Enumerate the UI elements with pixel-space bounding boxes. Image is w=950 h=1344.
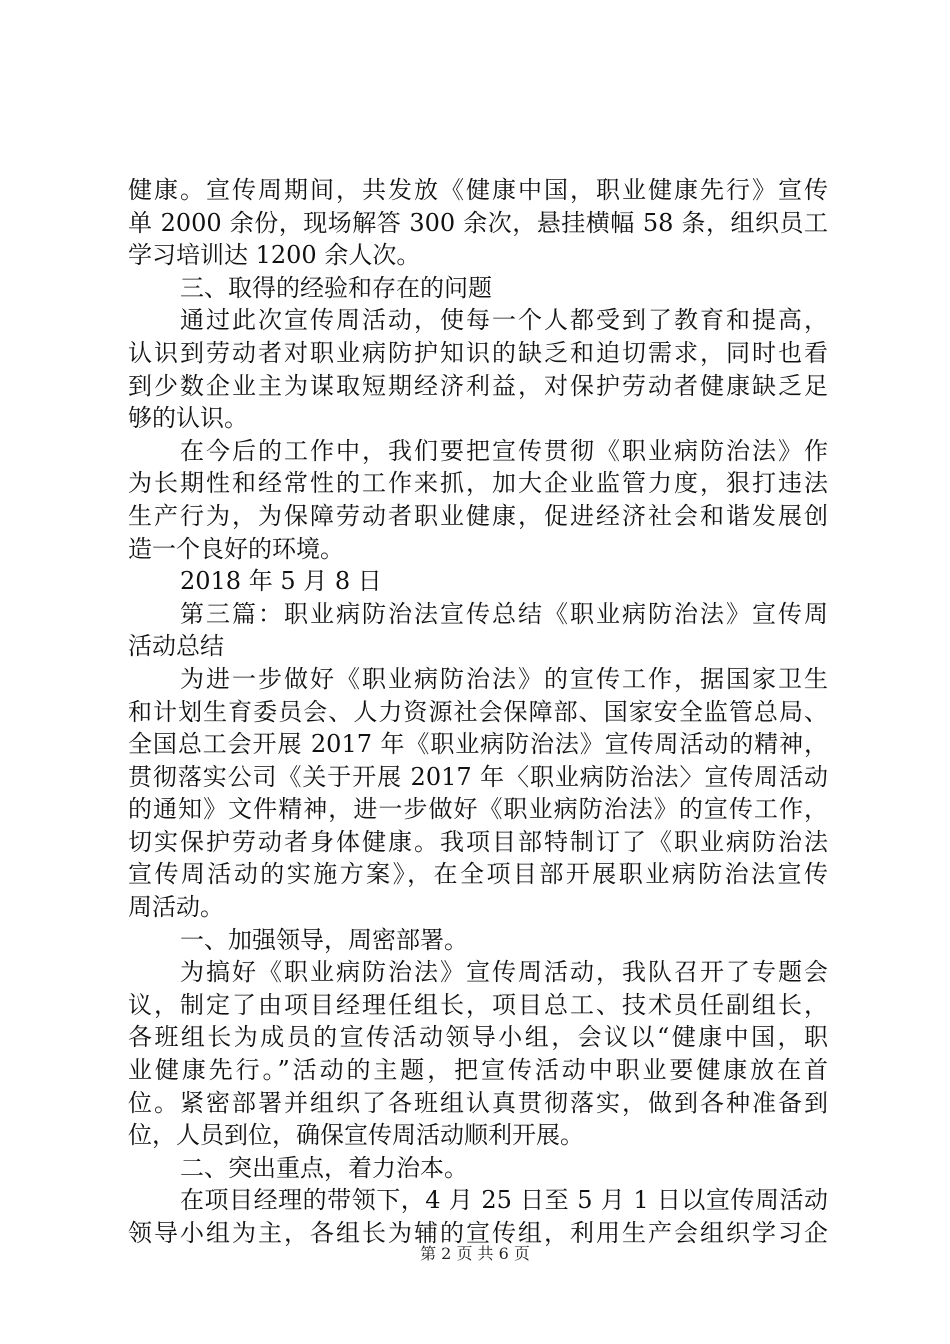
text-line: 二、突出重点，着力治本。	[180, 1153, 468, 1182]
text-line: 位，人员到位，确保宣传周活动顺利开展。	[128, 1121, 584, 1150]
text-line: 为搞好《职业病防治法》宣传周活动，我队召开了专题会	[180, 958, 828, 987]
text-line: 造一个良好的环境。	[128, 534, 344, 563]
text-line: 位。紧密部署并组织了各班组认真贯彻落实，做到各种准备到	[128, 1088, 828, 1117]
text-line: 认识到劳动者对职业病防护知识的缺乏和迫切需求，同时也看	[128, 338, 828, 367]
text-line: 业健康先行。”活动的主题，把宣传活动中职业要健康放在首	[128, 1056, 828, 1085]
text-line: 活动总结	[128, 632, 224, 661]
text-line: 2018 年 5 月 8 日	[180, 567, 382, 596]
text-line: 贯彻落实公司《关于开展 2017 年〈职业病防治法〉宣传周活动	[128, 762, 828, 791]
text-line: 切实保护劳动者身体健康。我项目部特制订了《职业病防治法	[128, 827, 828, 856]
text-line: 健康。宣传周期间，共发放《健康中国，职业健康先行》宣传	[128, 176, 828, 204]
text-line: 的通知》文件精神，进一步做好《职业病防治法》的宣传工作，	[128, 795, 828, 824]
document-body	[128, 174, 828, 1250]
text-line: 和计划生育委员会、人力资源社会保障部、国家安全监管总局、	[128, 697, 828, 726]
text-line: 通过此次宣传周活动，使每一个人都受到了教育和提高，	[180, 306, 828, 335]
text-line: 各班组长为成员的宣传活动领导小组，会议以“健康中国，职	[128, 1023, 828, 1052]
text-line: 在项目经理的带领下，4 月 25 日至 5 月 1 日以宣传周活动	[180, 1186, 828, 1215]
text-line: 第三篇：职业病防治法宣传总结《职业病防治法》宣传周	[180, 599, 828, 628]
text-line: 在今后的工作中，我们要把宣传贯彻《职业病防治法》作	[180, 436, 828, 465]
text-line: 单 2000 余份，现场解答 300 余次，悬挂横幅 58 条，组织员工	[128, 208, 828, 237]
text-line: 全国总工会开展 2017 年《职业病防治法》宣传周活动的精神，	[128, 730, 828, 759]
text-line: 三、取得的经验和存在的问题	[180, 273, 492, 302]
text-line: 为进一步做好《职业病防治法》的宣传工作，据国家卫生	[180, 664, 828, 693]
text-line: 议，制定了由项目经理任组长，项目总工、技术员任副组长，	[128, 990, 828, 1019]
text-line: 为长期性和经常性的工作来抓，加大企业监管力度，狠打违法	[128, 469, 828, 498]
page-footer: 第 2 页 共 6 页	[420, 1244, 530, 1263]
text-line: 一、加强领导，周密部署。	[180, 925, 468, 954]
text-line: 周活动。	[128, 893, 224, 922]
text-line: 领导小组为主，各组长为辅的宣传组，利用生产会组织学习企	[128, 1219, 828, 1247]
text-line: 学习培训达 1200 余人次。	[128, 241, 421, 270]
text-line: 够的认识。	[128, 404, 248, 433]
text-line: 宣传周活动的实施方案》，在全项目部开展职业病防治法宣传	[128, 860, 828, 889]
text-line: 到少数企业主为谋取短期经济利益，对保护劳动者健康缺乏足	[128, 371, 828, 400]
text-line: 生产行为，为保障劳动者职业健康，促进经济社会和谐发展创	[128, 501, 828, 530]
